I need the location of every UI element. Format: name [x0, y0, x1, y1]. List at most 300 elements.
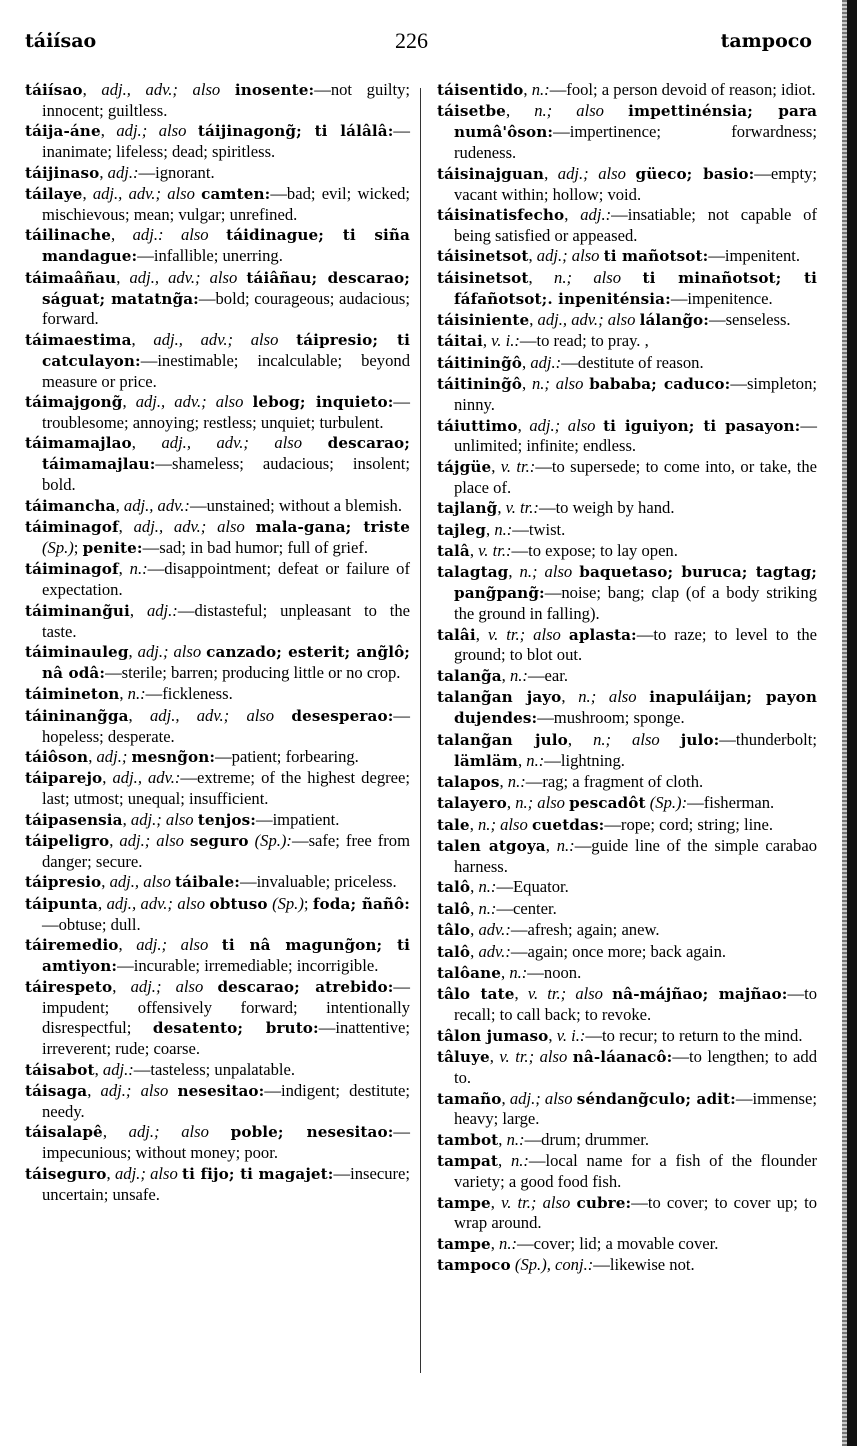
definition-text: —afresh; again; anew. [510, 920, 660, 940]
headword-text: táija-áne [25, 122, 101, 141]
headword-text: tambot [437, 1130, 499, 1149]
grammar-label: n.: [478, 877, 497, 897]
dictionary-entry [437, 268, 817, 310]
headword-text: ti minañotsot; ti fáfañotsot;. inpeniténsia: [454, 268, 818, 308]
definition-text: —fool; a person devoid of reason; idiot. [549, 80, 816, 99]
grammar-label: v. tr.; also [501, 1192, 571, 1212]
dictionary-entry [25, 977, 410, 1059]
grammar-label: adv.: [478, 941, 511, 961]
dictionary-entry [25, 330, 410, 392]
dictionary-entry [437, 1089, 817, 1130]
definition-text: , [99, 162, 108, 182]
headword-text: táiminagof [25, 560, 119, 579]
definition-text: —thunderbolt; [719, 729, 818, 749]
definition-text: —empty; vacant within; hollow; void. [454, 163, 817, 204]
headword-text: ti mañotsot: [603, 247, 709, 266]
headword-text: nâ-májñao; majñao: [612, 985, 788, 1004]
right-column [437, 80, 817, 1277]
definition-text: —fisherman. [687, 793, 775, 813]
headword-text: táipunta [25, 894, 98, 913]
definition-text: , [517, 415, 530, 435]
grammar-label: adj.: [107, 162, 139, 182]
definition-text: , [544, 163, 558, 183]
grammar-label: adj., adv.; also [537, 309, 636, 329]
definition-text: , [469, 540, 479, 560]
definition-text [209, 1122, 231, 1141]
grammar-label: adj.; also [130, 977, 204, 997]
definition-text: —inanimate; lifeless; dead; spiritless. [42, 121, 410, 162]
grammar-label: adj.; also [116, 121, 187, 141]
definition-text: , [522, 352, 531, 372]
dictionary-entry [437, 310, 817, 331]
definition-text: —invaluable; priceless. [239, 872, 397, 892]
grammar-label: adj.; also [100, 1081, 169, 1100]
dictionary-entry [25, 747, 410, 768]
definition-text: , [102, 1122, 129, 1142]
definition-text: , [106, 1163, 115, 1183]
definition-text [278, 330, 296, 349]
definition-text: ; [303, 893, 313, 913]
grammar-label: adj.; also [136, 935, 209, 955]
definition-text: ; [73, 537, 83, 557]
dictionary-entry [437, 877, 817, 898]
dictionary-entry [437, 666, 817, 687]
headword-text: táiminang̃ui [25, 601, 130, 620]
dictionary-entry [437, 164, 817, 205]
dictionary-entry [437, 815, 817, 836]
headword-text: cubre: [576, 1193, 632, 1212]
dictionary-entry [437, 793, 817, 814]
headword-text: nesesitao: [177, 1082, 265, 1100]
grammar-label: (Sp.) [42, 537, 74, 557]
dictionary-entry [25, 894, 410, 935]
definition-text: , [118, 517, 134, 537]
definition-text: —extreme; of the highest degree; last; utmost; unequal; insufficient. [42, 768, 411, 809]
dictionary-entry [25, 433, 410, 495]
headword-text: táitai [437, 332, 483, 351]
headword-text: táiremedio [25, 936, 119, 955]
dictionary-entry [437, 1151, 817, 1192]
definition-text: , [131, 433, 162, 453]
grammar-label: n.: [531, 80, 550, 99]
grammar-label: n.: [506, 1129, 525, 1149]
grammar-label: adj., adv.: [123, 495, 190, 515]
headword-text: táiâñau; descarao; ságuat; matatng̃a: [42, 268, 410, 308]
grammar-label: n.: [499, 1233, 517, 1253]
grammar-label: (Sp.): [254, 831, 292, 851]
dictionary-entry [25, 225, 410, 267]
headword-text: táidinague; ti siña mandague: [42, 226, 410, 266]
headword-text: táibale: [175, 873, 240, 892]
definition-text [603, 984, 612, 1003]
definition-text: , [88, 747, 97, 766]
headword-text: tajleg [437, 520, 487, 539]
headword-text: tenjos: [197, 810, 256, 829]
headword-text: inapuláijan; payon dujendes: [454, 688, 817, 728]
definition-text: , [98, 893, 107, 913]
grammar-label: n.: [494, 519, 513, 539]
dictionary-entry [437, 101, 817, 163]
headword-text: talang̃a [437, 666, 502, 685]
dictionary-entry [437, 205, 817, 246]
dictionary-entry [25, 1081, 410, 1122]
grammar-label: n.; also [534, 101, 604, 121]
dictionary-entry [437, 920, 817, 941]
dictionary-entry [25, 810, 410, 831]
grammar-label: v. tr.; also [527, 984, 603, 1004]
headword-text: seguro [190, 832, 249, 851]
dictionary-entry [437, 416, 817, 457]
headword-text: táimamajlao [25, 434, 132, 453]
headword-text: lebog; inquieto: [252, 393, 394, 412]
definition-text: —destitute of reason. [561, 352, 704, 372]
headword-text: bababa; caduco: [589, 375, 731, 394]
headword-text: ti iguiyon; ti pasayon: [603, 416, 801, 435]
grammar-label: (Sp.): [649, 793, 688, 813]
definition-text: —insatiable; not capable of being satisfied or appeased. [454, 204, 817, 245]
dictionary-entry [437, 457, 817, 498]
headword-text: táisabot [25, 1060, 95, 1079]
headword-text: talâi [437, 625, 476, 644]
definition-text [604, 101, 628, 120]
left-column [25, 80, 410, 1205]
dictionary-entry [25, 163, 410, 184]
definition-text: —to weigh by hand. [538, 498, 675, 518]
headword-text: julo: [680, 730, 720, 749]
headword-text: talen atgoya [437, 837, 546, 856]
grammar-label: n.: [509, 665, 528, 685]
dictionary-entry [437, 562, 817, 624]
grammar-label: adj.; [96, 747, 128, 766]
grammar-label: adj., adv.; also [153, 329, 279, 349]
headword-text: táimaestima [25, 330, 132, 349]
grammar-label: v. tr.; also [487, 624, 561, 644]
definition-text [621, 268, 642, 287]
dictionary-entry [25, 392, 410, 433]
dictionary-entry [25, 80, 410, 121]
definition-text: —impenitence. [670, 288, 773, 308]
headword-text: táilinache [25, 226, 111, 245]
headword-text: obtuso [209, 894, 268, 913]
definition-text [209, 225, 226, 244]
definition-text: , [122, 392, 136, 412]
grammar-label: adj., adv.; also [129, 267, 238, 287]
headword-text: lämläm [454, 751, 518, 770]
grammar-label: n.; also [554, 267, 622, 287]
headword-text: mesng̃on: [131, 748, 216, 766]
definition-text: , [506, 793, 516, 813]
grammar-label: adj.; also [536, 246, 600, 266]
grammar-label: adj., adv.; also [149, 705, 275, 725]
dictionary-entry [25, 121, 410, 162]
definition-text: —drum; drummer. [524, 1129, 650, 1149]
definition-text: —infallible; unerring. [137, 246, 283, 266]
dictionary-entry [437, 520, 817, 541]
headword-text: poble; nesesitao: [230, 1123, 394, 1142]
definition-text: —impecunious; without money; poor. [42, 1122, 410, 1163]
grammar-label: adj., adv.; also [133, 517, 245, 537]
definition-text: , [118, 935, 137, 955]
grammar-label: adj., adv.; also [161, 433, 303, 453]
page-edge [847, 0, 857, 1446]
definition-text: , [486, 519, 495, 539]
definition-text: , [475, 624, 488, 644]
definition-text: , [116, 267, 130, 287]
definition-text: —to raze; to level to the ground; to blot out. [454, 624, 817, 665]
grammar-label: n.: [478, 898, 497, 918]
definition-text: , [498, 1151, 511, 1171]
grammar-label: n.: [129, 559, 148, 579]
headword-text: inosente: [234, 81, 315, 99]
grammar-label: adj.; also [529, 415, 596, 435]
definition-text: , [470, 941, 479, 961]
definition-text [561, 625, 569, 644]
grammar-label: adj.; also [119, 831, 184, 851]
dictionary-entry [25, 642, 410, 684]
headword-text: táisentido [437, 81, 524, 99]
definition-text: —ignorant. [138, 162, 215, 182]
dictionary-entry [437, 1026, 817, 1047]
definition-text: —senseless. [709, 309, 791, 329]
headword-text: tâlon jumaso [437, 1026, 549, 1045]
dictionary-entry [25, 268, 410, 330]
headword-text: táisinetsot [437, 247, 529, 266]
definition-text: —impatient. [255, 809, 340, 829]
headword-text: desatento; bruto: [152, 1019, 319, 1038]
definition-text: —tasteless; unpalatable. [133, 1059, 296, 1079]
dictionary-entry [25, 768, 410, 809]
dictionary-entry [25, 517, 410, 559]
headword-text: táipresio [25, 873, 102, 892]
definition-text: , [514, 984, 528, 1004]
headword-text: cuetdas: [531, 815, 605, 834]
grammar-label: n.; also [519, 562, 573, 582]
definition-text: , [470, 898, 479, 918]
headword-text: ti fijo; ti magajet: [182, 1164, 334, 1183]
definition-text: —to lengthen; to add to. [454, 1047, 817, 1088]
definition-text: —sterile; barren; producing little or no crop. [105, 662, 401, 682]
definition-text [168, 1081, 177, 1100]
definition-text: , [505, 101, 535, 121]
grammar-label: n.: [556, 836, 575, 856]
definition-text: , [102, 768, 113, 788]
definition-text: —inattentive; irreverent; rude; coarse. [42, 1018, 410, 1059]
definition-text: —impertinence; forwardness; rudeness. [454, 122, 817, 163]
definition-text: —bad; evil; wicked; mischievous; mean; vulgar; unrefined. [42, 184, 410, 224]
dictionary-entry [25, 559, 410, 600]
definition-text: —unstained; without a blemish. [189, 495, 402, 515]
headword-text: talô [437, 942, 471, 961]
definition-text [595, 416, 603, 435]
grammar-label: n.: [510, 1151, 529, 1171]
headword-text: talang̃an julo [437, 730, 568, 749]
headword-text: descarao; táimamajlau: [42, 434, 410, 474]
definition-text: —shameless; audacious; insolent; bold. [42, 454, 410, 495]
dictionary-entry [437, 498, 817, 519]
definition-text: —distasteful; unpleasant to the taste. [42, 600, 411, 641]
definition-text: —patient; forbearing. [215, 747, 359, 766]
dictionary-entry [437, 1255, 817, 1276]
dictionary-entry [437, 984, 817, 1025]
grammar-label: adj.: [102, 1059, 134, 1079]
definition-text: —disappointment; defeat or failure of expectation. [42, 559, 411, 600]
dictionary-entry [437, 772, 817, 793]
definition-text: —safe; free from danger; secure. [42, 831, 410, 872]
headword-text: talayero [437, 794, 507, 813]
headword-text: tampat [437, 1152, 499, 1171]
headword-text: tamaño [437, 1089, 502, 1108]
dictionary-entry [437, 899, 817, 920]
headword-text: tâlo [437, 921, 471, 940]
grammar-label: n.; also [478, 814, 528, 834]
definition-text: —simpleton; ninny. [454, 374, 818, 415]
definition-text: , [100, 121, 117, 141]
headword-text: talagtag [437, 563, 509, 582]
definition-text: , [94, 1059, 103, 1079]
definition-text: , [501, 665, 510, 685]
headword-text: táisalapê [25, 1123, 103, 1142]
dictionary-entry [437, 836, 817, 877]
definition-text: , [490, 1233, 500, 1253]
definition-text [637, 687, 650, 706]
definition-text: —insecure; uncertain; unsafe. [42, 1163, 410, 1204]
definition-text: , [118, 559, 130, 579]
definition-text: —Equator. [496, 877, 569, 897]
definition-text: , [528, 246, 537, 266]
definition-text: , [522, 374, 532, 394]
headword-text: camten: [201, 185, 271, 204]
dictionary-entry [437, 374, 817, 415]
definition-text: —immense; heavy; large. [454, 1088, 817, 1129]
headword-text: táisiniente [437, 310, 530, 329]
definition-text [660, 730, 681, 749]
headword-text: táitining̃ô [437, 353, 523, 372]
headword-text: táiuttimo [437, 416, 518, 435]
headword-text: táipeligro [25, 832, 110, 851]
definition-text [220, 80, 235, 99]
definition-text: , [122, 809, 131, 829]
definition-text: , [111, 225, 133, 245]
headword-text: ti nâ magung̃on; ti amtiyon: [42, 936, 410, 976]
definition-text: , [491, 456, 501, 476]
headword-text: aplasta: [568, 625, 637, 644]
grammar-label: (Sp.), conj.: [514, 1255, 594, 1275]
grammar-label: adj.; also [114, 1163, 178, 1183]
definition-text: —sad; in bad humor; full of grief. [142, 537, 368, 557]
dictionary-entry [25, 706, 410, 747]
headword-text: güeco; basio: [635, 164, 755, 183]
dictionary-entry [437, 963, 817, 984]
definition-text: , [128, 641, 138, 661]
definition-text: , [470, 877, 479, 897]
grammar-label: n.: [526, 750, 545, 770]
definition-text: —to supersede; to come into, or take, the place of. [454, 456, 817, 497]
header-guide-word-right: tampoco [720, 30, 812, 52]
grammar-label: v. tr.: [500, 456, 536, 476]
definition-text: , [523, 80, 532, 99]
headword-text: táiôson [25, 748, 89, 766]
headword-text: séndang̃culo; adit: [576, 1089, 736, 1108]
grammar-label: adj.; also [509, 1088, 573, 1108]
definition-text: —noise; bang; clap (of a body striking the ground in falling). [454, 583, 817, 624]
dictionary-entry [437, 687, 817, 729]
definition-text: —impenitent. [708, 246, 801, 266]
definition-text: —twist. [512, 519, 566, 539]
definition-text [208, 935, 222, 954]
definition-text [245, 517, 256, 536]
dictionary-entry [25, 872, 410, 893]
definition-text: , [545, 836, 557, 856]
definition-text [186, 121, 197, 140]
definition-text: —to expose; to lay open. [511, 540, 678, 560]
headword-text: táiísao [25, 81, 83, 99]
definition-text: , [482, 331, 492, 351]
definition-text: , [115, 495, 124, 515]
dictionary-entry [25, 1164, 410, 1205]
grammar-label: v. i.: [556, 1025, 586, 1045]
headword-text: baquetaso; buruca; tagtag; pang̃pang̃: [454, 563, 818, 603]
headword-text: táipasensia [25, 810, 123, 829]
headword-text: táilaye [25, 185, 83, 204]
dictionary-entry [437, 730, 817, 772]
definition-text: , [501, 963, 510, 983]
headword-text: táimancha [25, 496, 116, 515]
dictionary-entry [25, 1060, 410, 1081]
grammar-label: adj., also [109, 872, 171, 892]
definition-text: , [112, 977, 131, 997]
grammar-label: adj.: [146, 600, 178, 620]
dictionary-entry [437, 246, 817, 267]
definition-text: , [470, 920, 479, 940]
definition-text: , [561, 687, 579, 707]
definition-text [274, 706, 291, 725]
definition-text: —rag; a fragment of cloth. [525, 771, 704, 791]
headword-text: táiminagof [25, 518, 119, 537]
definition-text: , [82, 80, 102, 99]
definition-text: , [517, 750, 527, 770]
definition-text [302, 433, 328, 452]
headword-text: tajlang̃ [437, 499, 498, 518]
headword-text: táimajgong̃ [25, 393, 123, 412]
dictionary-entry [437, 353, 817, 374]
headword-text: táimaâñau [25, 268, 117, 287]
grammar-label: adj.: [530, 352, 562, 372]
headword-text: talô [437, 878, 471, 897]
dictionary-entry [437, 541, 817, 562]
headword-text: tampoco [437, 1256, 511, 1275]
definition-text: —fickleness. [145, 684, 233, 704]
headword-text: talôane [437, 964, 502, 983]
headword-text: tâlo tate [437, 985, 515, 1004]
headword-text: lálang̃o: [639, 310, 709, 329]
definition-text: —inestimable; incalculable; beyond measure or price. [42, 350, 410, 391]
dictionary-entry [437, 942, 817, 963]
grammar-label: adj.: [580, 204, 612, 224]
headword-text: táiparejo [25, 769, 103, 788]
definition-text: —local name for a fish of the flounder variety; a good food fish. [454, 1151, 817, 1192]
headword-text: táisinetsot [437, 268, 529, 287]
dictionary-entry [437, 1047, 817, 1088]
dictionary-entry [437, 1234, 817, 1255]
definition-text: —indigent; destitute; needy. [42, 1081, 410, 1121]
dictionary-entry [437, 1193, 817, 1234]
dictionary-entry [437, 331, 817, 352]
headword-text: táijinagong̃; ti lálâlâ: [197, 122, 394, 141]
definition-text: , [131, 329, 154, 349]
grammar-label: adj., adv.; also [92, 184, 195, 204]
grammar-label: n.; also [578, 687, 637, 707]
grammar-label: n.: [127, 684, 146, 704]
